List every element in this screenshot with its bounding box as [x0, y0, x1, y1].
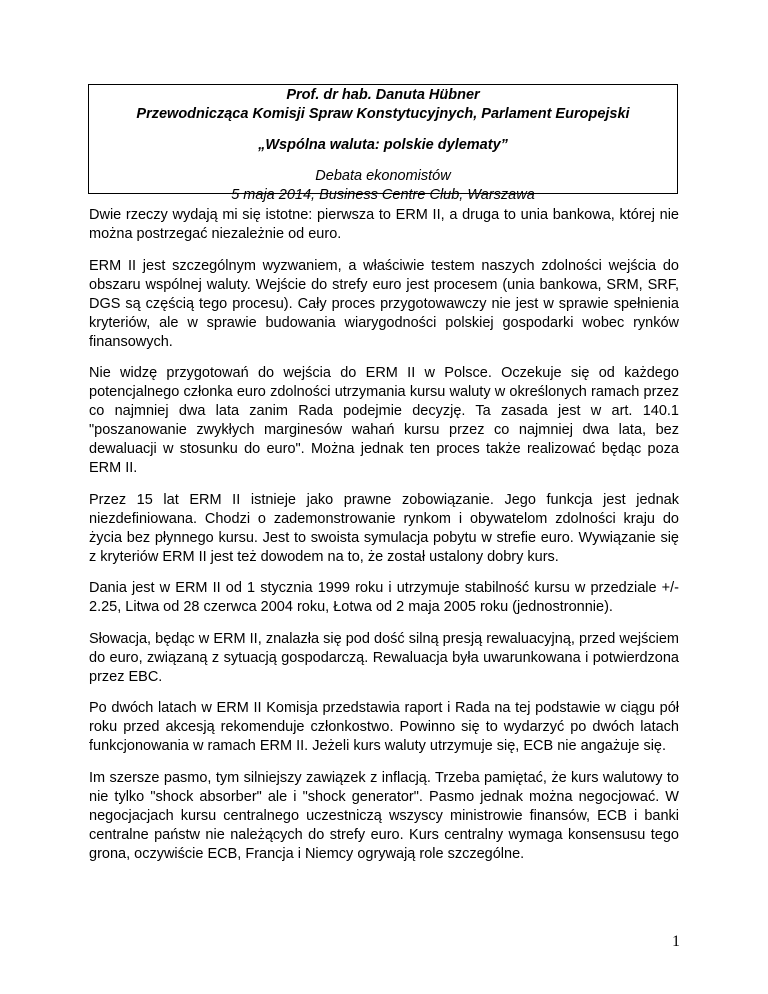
document-header-box [88, 84, 678, 203]
paragraph-5: Dania jest w ERM II od 1 stycznia 1999 roku i utrzymuje stabilność kursu w przedziale +/- 2.25, Litwa od 28 czerwca 2004 roku, Łotwa od 2 maja 2005 roku (jednostronnie). [89, 580, 679, 615]
page-number: 1 [672, 933, 680, 950]
paragraph-2: ERM II jest szczególnym wyzwaniem, a właściwie testem naszych zdolności wejścia do obszaru wspólnej waluty. Wejście do strefy euro jest procesem (unia bankowa, SRM, SRF, DGS są częścią tego procesu). Cały proces przygotowawczy nie jest w sprawie spełnienia kryteriów, ale w sprawie budowania wiarygodności polskiej gospodarki wobec rynków finansowych. [89, 257, 679, 350]
paragraph-4: Przez 15 lat ERM II istnieje jako prawne zobowiązanie. Jego funkcja jest jednak niezdefiniowana. Chodzi o zademonstrowanie rynkom i obywatelom zdolności kraju do życia bez płynnego kursu. Jest to swoista symulacja pobytu w strefie euro. Wywiązanie się z kryteriów ERM II jest też dowodem na to, że został ustalony dobry kurs. [89, 491, 679, 565]
author-role: Przewodnicząca Komisji Spraw Konstytucyjnych, Parlament Europejski [136, 106, 630, 122]
paragraph-8: Im szersze pasmo, tym silniejszy zawiązek z inflacją. Trzeba pamiętać, że kurs walutowy to nie tylko "shock absorber" ale i "shock generator". Pasmo jednak można negocjować. W negocjacjach kursu centralnego uczestniczą wszyscy ministrowie finansów, ECB i banki centralne państw nie należących do strefy euro. Kurs centralny wymaga konsensusu tego grona, oczywiście ECB, Francja i Niemcy ogrywają role szczególne. [89, 769, 679, 862]
paragraph-1: Dwie rzeczy wydają mi się istotne: pierwsza to ERM II, a druga to unia bankowa, której nie można postrzegać niezależnie od euro. [89, 207, 679, 242]
paragraph-3: Nie widzę przygotowań do wejścia do ERM II w Polsce. Oczekuje się od każdego potencjalnego członka euro zdolności utrzymania kursu waluty w określonych ramach przez co najmniej dwa lata zanim Rada podejmie decyzję. Ta zasada jest w art. 140.1 "poszanowanie zwykłych marginesów wahań kursu przez co najmniej dwa lata, bez dewaluacji w stosunku do euro". Można jednak ten proces także realizować będąc poza ERM II. [89, 365, 679, 476]
paragraph-7: Po dwóch latach w ERM II Komisja przedstawia raport i Rada na tej podstawie w ciągu pół roku przed akcesją rekomenduje członkostwo. Powinno się to wydarzyć po dwóch latach funkcjonowania w ramach ERM II. Jeżeli kurs waluty utrzymuje się, ECB nie angażuje się. [89, 700, 679, 754]
event-date-place: 5 maja 2014, Business Centre Club, Warszawa [231, 187, 535, 203]
document-title: „Wspólna waluta: polskie dylematy” [258, 137, 508, 153]
paragraph-6: Słowacja, będąc w ERM II, znalazła się pod dość silną presją rewaluacyjną, przed wejściem do euro, związaną z sytuacją gospodarczą. Rewaluacja była uwarunkowana i potwierdzona przez EBC. [89, 630, 679, 685]
author-name: Prof. dr hab. Danuta Hübner [286, 87, 480, 103]
event-name: Debata ekonomistów [315, 168, 451, 184]
document-body [89, 206, 679, 876]
